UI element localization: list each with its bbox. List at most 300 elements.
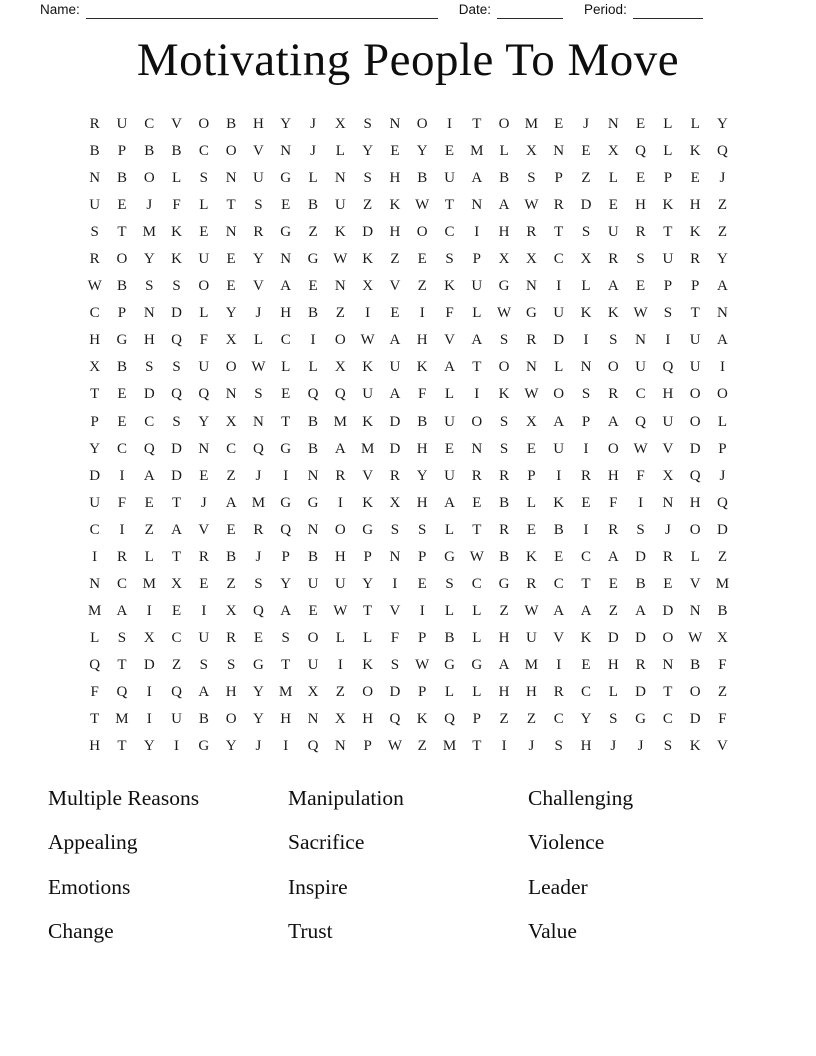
- grid-letter: I: [556, 467, 562, 484]
- word-item: Change: [48, 919, 114, 944]
- grid-letter: R: [662, 548, 673, 565]
- grid-letter: W: [524, 197, 539, 214]
- grid-letter: S: [499, 440, 509, 457]
- grid-letter: E: [281, 197, 291, 214]
- grid-letter: O: [143, 170, 155, 187]
- grid-letter: X: [334, 359, 346, 376]
- grid-letter: Y: [253, 684, 264, 700]
- grid-letter: G: [280, 170, 292, 187]
- grid-letter: O: [689, 386, 701, 403]
- grid-letter: Z: [417, 278, 427, 295]
- grid-letter: M: [142, 575, 156, 592]
- grid-letter: I: [419, 305, 425, 322]
- grid-letter: N: [607, 116, 619, 133]
- grid-letter: Z: [308, 224, 318, 241]
- grid-letter: P: [554, 170, 563, 187]
- grid-letter: L: [472, 684, 482, 700]
- sheet-header: [40, 2, 732, 19]
- grid-letter: E: [554, 548, 564, 565]
- grid-letter: D: [389, 440, 401, 457]
- grid-letter: H: [89, 738, 101, 755]
- grid-letter: R: [580, 467, 591, 484]
- grid-letter: L: [253, 332, 264, 349]
- grid-letter: L: [171, 170, 182, 187]
- grid-letter: D: [689, 440, 701, 457]
- grid-letter: Y: [225, 738, 237, 755]
- grid-letter: B: [499, 170, 510, 187]
- grid-letter: N: [89, 575, 101, 592]
- grid-letter: M: [442, 738, 457, 755]
- grid-letter: T: [444, 197, 455, 214]
- grid-letter: F: [117, 494, 127, 511]
- grid-letter: A: [498, 197, 510, 214]
- grid-letter: B: [226, 548, 237, 565]
- grid-letter: R: [116, 548, 127, 565]
- grid-letter: Y: [225, 305, 237, 322]
- grid-letter: T: [472, 116, 482, 133]
- grid-letter: X: [143, 629, 155, 646]
- grid-letter: O: [471, 413, 483, 430]
- grid-letter: S: [636, 251, 645, 268]
- grid-letter: D: [389, 684, 401, 700]
- grid-letter: B: [198, 711, 209, 728]
- grid-letter: C: [116, 575, 127, 592]
- grid-letter: T: [90, 711, 100, 728]
- grid-letter: H: [89, 332, 101, 349]
- grid-letter: V: [689, 575, 701, 592]
- grid-letter: I: [337, 656, 343, 673]
- grid-letter: K: [389, 197, 401, 214]
- grid-letter: O: [662, 629, 674, 646]
- grid-letter: S: [199, 656, 208, 673]
- grid-letter: I: [119, 521, 125, 538]
- grid-letter: S: [609, 711, 618, 728]
- page-title: Motivating People To Move: [136, 34, 680, 86]
- grid-letter: I: [583, 521, 589, 538]
- grid-letter: A: [280, 278, 292, 295]
- grid-letter: K: [334, 224, 346, 241]
- grid-letter: J: [310, 143, 316, 160]
- grid-letter: J: [146, 197, 153, 214]
- grid-letter: B: [417, 170, 428, 187]
- grid-letter: B: [417, 413, 428, 430]
- grid-letter: Q: [171, 386, 182, 403]
- word-item: Violence: [528, 830, 605, 855]
- grid-letter: N: [307, 467, 319, 484]
- grid-letter: E: [144, 494, 154, 511]
- grid-letter: U: [662, 413, 674, 430]
- grid-letter: J: [310, 116, 316, 133]
- grid-letter: N: [635, 332, 646, 349]
- grid-letter: Y: [253, 711, 264, 728]
- grid-letter: C: [171, 629, 182, 646]
- grid-letter: X: [717, 629, 728, 646]
- grid-letter: Z: [226, 467, 236, 484]
- grid-letter: N: [334, 278, 346, 295]
- grid-letter: N: [334, 738, 346, 755]
- grid-letter: R: [526, 575, 537, 592]
- grid-letter: N: [253, 413, 264, 430]
- grid-letter: R: [608, 386, 619, 403]
- grid-letter: M: [715, 575, 730, 592]
- grid-letter: B: [308, 440, 319, 457]
- grid-letter: N: [689, 602, 701, 619]
- grid-letter: L: [526, 494, 536, 511]
- grid-letter: V: [662, 440, 674, 457]
- grid-letter: R: [553, 197, 564, 214]
- grid-letter: S: [581, 224, 591, 241]
- name-blank-line: [86, 4, 438, 19]
- grid-letter: F: [390, 629, 400, 646]
- grid-letter: H: [689, 197, 701, 214]
- grid-letter: X: [580, 251, 592, 268]
- grid-letter: H: [253, 116, 264, 133]
- grid-letter: C: [89, 521, 100, 538]
- grid-letter: Q: [444, 711, 455, 728]
- grid-letter: E: [226, 521, 236, 538]
- grid-letter: U: [307, 656, 319, 673]
- grid-letter: E: [663, 575, 673, 592]
- grid-letter: C: [635, 386, 646, 403]
- grid-letter: N: [307, 711, 319, 728]
- grid-letter: D: [89, 467, 101, 484]
- grid-letter: H: [416, 440, 428, 457]
- grid-letter: D: [171, 440, 182, 457]
- grid-letter: B: [308, 305, 319, 322]
- grid-letter: H: [498, 224, 510, 241]
- grid-letter: Q: [143, 440, 155, 457]
- word-item: Value: [528, 919, 577, 944]
- grid-letter: T: [472, 359, 482, 376]
- grid-letter: F: [636, 467, 645, 484]
- grid-letter: T: [554, 224, 564, 241]
- grid-letter: I: [337, 494, 343, 511]
- grid-letter: N: [143, 305, 155, 322]
- grid-letter: L: [308, 170, 318, 187]
- grid-letter: Y: [416, 143, 428, 160]
- grid-letter: P: [527, 467, 536, 484]
- grid-letter: G: [307, 251, 319, 268]
- grid-letter: J: [664, 521, 671, 538]
- grid-letter: E: [199, 575, 209, 592]
- grid-letter: C: [144, 116, 155, 133]
- grid-letter: D: [635, 548, 646, 565]
- grid-letter: C: [580, 684, 591, 700]
- grid-letter: S: [117, 629, 127, 646]
- grid-letter: N: [580, 359, 592, 376]
- grid-letter: X: [334, 711, 346, 728]
- grid-letter: I: [583, 332, 589, 349]
- grid-letter: P: [718, 440, 727, 457]
- grid-letter: S: [636, 521, 645, 538]
- grid-letter: I: [719, 359, 725, 376]
- name-label: Name:: [40, 2, 80, 17]
- grid-letter: A: [607, 413, 619, 430]
- grid-letter: L: [363, 629, 373, 646]
- grid-letter: S: [145, 359, 154, 376]
- grid-letter: W: [333, 602, 348, 619]
- grid-letter: P: [363, 738, 372, 755]
- grid-letter: T: [171, 548, 182, 565]
- grid-letter: S: [663, 305, 673, 322]
- grid-letter: J: [255, 738, 262, 755]
- grid-letter: N: [525, 359, 537, 376]
- grid-letter: L: [608, 684, 618, 700]
- grid-letter: I: [201, 602, 207, 619]
- grid-letter: Z: [717, 224, 728, 241]
- grid-letter: M: [115, 711, 129, 728]
- grid-letter: R: [389, 467, 400, 484]
- word-item: Leader: [528, 874, 588, 899]
- grid-letter: N: [553, 143, 565, 160]
- grid-letter: F: [445, 305, 454, 322]
- grid-letter: V: [253, 278, 264, 295]
- grid-letter: B: [116, 359, 127, 376]
- grid-letter: O: [334, 521, 346, 538]
- grid-letter: P: [117, 143, 127, 160]
- grid-letter: B: [717, 602, 728, 619]
- grid-letter: G: [116, 332, 128, 349]
- grid-letter: U: [171, 711, 182, 728]
- grid-letter: I: [583, 440, 589, 457]
- grid-letter: U: [607, 224, 619, 241]
- grid-letter: T: [226, 197, 236, 214]
- grid-letter: X: [362, 278, 374, 295]
- grid-letter: N: [471, 197, 483, 214]
- grid-letter: Q: [89, 656, 101, 673]
- grid-letter: I: [638, 494, 644, 511]
- grid-letter: J: [610, 738, 617, 755]
- grid-letter: B: [635, 575, 646, 592]
- grid-letter: S: [390, 656, 400, 673]
- grid-letter: D: [607, 629, 619, 646]
- grid-letter: U: [553, 440, 565, 457]
- grid-letter: O: [553, 386, 565, 403]
- grid-letter: M: [279, 684, 293, 700]
- grid-letter: E: [390, 143, 400, 160]
- grid-letter: B: [171, 143, 182, 160]
- grid-letter: V: [389, 278, 401, 295]
- grid-letter: R: [198, 548, 209, 565]
- grid-letter: N: [89, 170, 101, 187]
- grid-letter: C: [580, 548, 591, 565]
- grid-letter: E: [199, 224, 209, 241]
- grid-letter: A: [717, 278, 728, 295]
- grid-letter: H: [580, 738, 592, 755]
- grid-letter: U: [635, 359, 646, 376]
- grid-letter: Z: [499, 711, 509, 728]
- grid-letter: L: [690, 548, 700, 565]
- grid-letter: V: [444, 332, 455, 349]
- grid-letter: L: [717, 413, 728, 430]
- grid-letter: S: [145, 278, 154, 295]
- grid-letter: I: [447, 116, 452, 133]
- grid-letter: X: [225, 602, 237, 619]
- grid-letter: R: [608, 521, 619, 538]
- grid-letter: E: [226, 251, 236, 268]
- grid-letter: C: [144, 413, 155, 430]
- grid-letter: U: [553, 305, 565, 322]
- grid-letter: X: [225, 413, 237, 430]
- grid-letter: K: [689, 738, 701, 755]
- grid-letter: A: [444, 494, 455, 511]
- grid-letter: N: [662, 656, 674, 673]
- grid-letter: S: [418, 521, 427, 538]
- grid-letter: W: [688, 629, 703, 646]
- grid-letter: N: [334, 170, 346, 187]
- grid-letter: J: [200, 494, 207, 511]
- word-search-grid: [81, 111, 736, 760]
- grid-letter: B: [116, 170, 127, 187]
- grid-letter: S: [663, 738, 673, 755]
- grid-letter: L: [444, 684, 455, 700]
- grid-letter: A: [280, 602, 292, 619]
- grid-letter: R: [499, 467, 510, 484]
- grid-letter: C: [662, 711, 673, 728]
- grid-letter: S: [363, 170, 372, 187]
- grid-letter: Q: [116, 684, 128, 700]
- grid-letter: H: [280, 711, 292, 728]
- grid-letter: Z: [144, 521, 154, 538]
- grid-letter: G: [471, 656, 483, 673]
- grid-letter: R: [635, 224, 646, 241]
- grid-letter: S: [254, 575, 263, 592]
- grid-letter: V: [389, 602, 401, 619]
- grid-letter: X: [662, 467, 674, 484]
- grid-letter: C: [89, 305, 100, 322]
- grid-letter: M: [251, 494, 266, 511]
- grid-letter: U: [389, 359, 401, 376]
- grid-letter: L: [608, 170, 618, 187]
- grid-letter: Q: [635, 413, 646, 430]
- date-blank-line: [497, 4, 563, 19]
- grid-letter: J: [255, 305, 262, 322]
- grid-letter: D: [362, 224, 374, 241]
- grid-letter: H: [689, 494, 701, 511]
- grid-letter: B: [144, 143, 155, 160]
- grid-letter: U: [89, 494, 101, 511]
- grid-letter: Q: [253, 440, 264, 457]
- grid-letter: R: [89, 116, 100, 133]
- grid-letter: Z: [171, 656, 182, 673]
- grid-letter: X: [89, 359, 101, 376]
- grid-letter: G: [444, 656, 455, 673]
- grid-letter: I: [146, 711, 152, 728]
- grid-letter: B: [690, 656, 701, 673]
- grid-letter: K: [416, 359, 428, 376]
- grid-letter: E: [444, 143, 455, 160]
- grid-letter: L: [335, 629, 345, 646]
- grid-letter: G: [444, 548, 455, 565]
- grid-letter: A: [553, 602, 565, 619]
- grid-letter: N: [198, 440, 210, 457]
- grid-letter: O: [498, 359, 510, 376]
- grid-letter: L: [581, 278, 591, 295]
- grid-letter: J: [719, 467, 726, 484]
- grid-letter: B: [444, 629, 455, 646]
- grid-letter: G: [498, 278, 510, 295]
- grid-letter: H: [389, 224, 401, 241]
- grid-letter: M: [524, 656, 539, 673]
- word-item: Manipulation: [288, 785, 404, 810]
- grid-letter: C: [471, 575, 482, 592]
- grid-letter: Z: [499, 602, 509, 619]
- grid-letter: U: [198, 359, 210, 376]
- grid-letter: S: [90, 224, 99, 241]
- grid-letter: U: [525, 629, 537, 646]
- grid-letter: Z: [226, 575, 236, 592]
- grid-letter: N: [389, 548, 401, 565]
- grid-letter: Q: [171, 684, 182, 700]
- grid-letter: O: [416, 224, 428, 241]
- grid-letter: L: [663, 116, 673, 133]
- grid-letter: O: [607, 440, 619, 457]
- grid-letter: K: [580, 629, 592, 646]
- grid-letter: V: [253, 143, 264, 160]
- grid-letter: A: [717, 332, 728, 349]
- grid-letter: Q: [307, 738, 319, 755]
- grid-letter: S: [554, 738, 563, 755]
- grid-letter: P: [281, 548, 290, 565]
- grid-letter: S: [199, 170, 208, 187]
- grid-letter: H: [662, 386, 674, 403]
- grid-letter: T: [117, 224, 127, 241]
- grid-letter: I: [146, 602, 152, 619]
- grid-letter: P: [418, 684, 427, 700]
- grid-letter: U: [362, 386, 374, 403]
- grid-letter: O: [116, 251, 128, 268]
- grid-letter: R: [608, 251, 619, 268]
- grid-letter: O: [607, 359, 619, 376]
- grid-letter: G: [280, 224, 292, 241]
- grid-letter: D: [143, 386, 155, 403]
- grid-letter: H: [416, 332, 428, 349]
- grid-letter: I: [501, 738, 507, 755]
- grid-letter: D: [143, 656, 155, 673]
- period-label: Period:: [584, 2, 627, 17]
- grid-letter: S: [445, 575, 454, 592]
- grid-letter: P: [663, 170, 673, 187]
- grid-letter: O: [362, 684, 374, 700]
- grid-letter: I: [392, 575, 398, 592]
- grid-letter: M: [142, 224, 156, 241]
- grid-letter: P: [663, 278, 673, 295]
- grid-letter: B: [553, 521, 564, 538]
- grid-letter: X: [525, 251, 537, 268]
- grid-letter: I: [310, 332, 316, 349]
- grid-letter: W: [360, 332, 375, 349]
- grid-letter: V: [553, 629, 565, 646]
- grid-letter: J: [255, 467, 262, 484]
- grid-letter: H: [334, 548, 346, 565]
- grid-letter: O: [416, 116, 428, 133]
- grid-letter: T: [581, 575, 591, 592]
- grid-letter: N: [225, 386, 237, 403]
- grid-letter: A: [444, 359, 455, 376]
- grid-letter: W: [497, 305, 512, 322]
- grid-letter: S: [281, 629, 290, 646]
- word-item: Trust: [288, 919, 333, 944]
- grid-letter: Z: [526, 711, 536, 728]
- grid-letter: B: [226, 116, 237, 133]
- grid-letter: H: [498, 684, 510, 700]
- grid-letter: Q: [171, 332, 182, 349]
- grid-letter: A: [498, 656, 510, 673]
- grid-letter: Y: [717, 116, 728, 133]
- grid-letter: R: [526, 224, 537, 241]
- grid-letter: E: [472, 494, 482, 511]
- grid-letter: E: [690, 170, 700, 187]
